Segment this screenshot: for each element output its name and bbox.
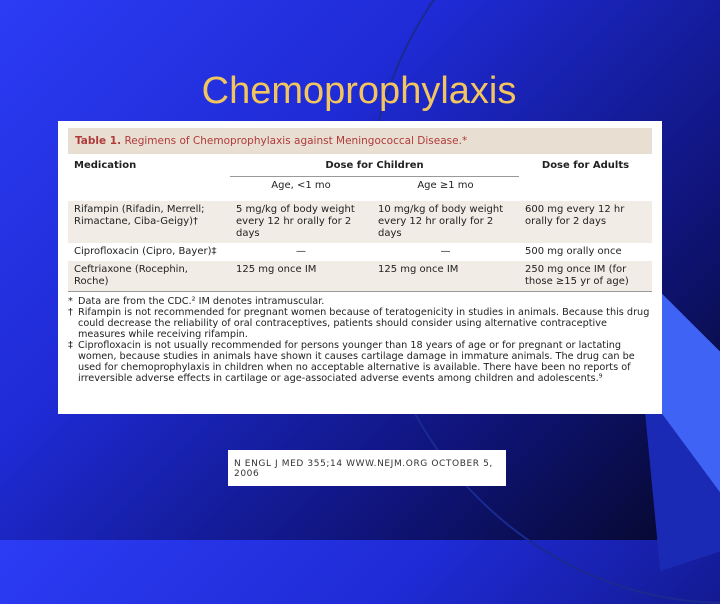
footnote-text: Rifampin is not recommended for pregnant women because of teratogenicity in studies in animals. Because this drug could decrease the reliability of oral contraceptives, patients should consider using alternative contraceptive measures while receiving rifampin.: [78, 307, 650, 340]
header-medication: Medication: [74, 159, 137, 171]
cell-adult: 500 mg orally once: [519, 243, 652, 261]
footnote-text: Ciprofloxacin is not usually recommended for persons younger than 18 years of age or for pregnant or lactating women, because studies in animals have shown it causes cartilage damage in immature animals. The drug can be used for chemoprophylaxis in children when no acceptable alternative is available. There have been no reports of irreversible adverse effects in cartilage or age-associated adverse events among children and adolescents.⁹: [78, 340, 635, 384]
cell-child-lt1: 5 mg/kg of body weight every 12 hr orally for 2 days: [230, 201, 372, 243]
table-caption-label: Table 1.: [75, 135, 122, 147]
cell-adult: 600 mg every 12 hr orally for 2 days: [519, 201, 652, 243]
table-row: [68, 243, 652, 261]
footnote-mark: †: [68, 307, 73, 318]
cell-child-lt1: —: [230, 243, 372, 261]
slide-title-text: Chemoprophylaxis: [201, 70, 517, 112]
cell-child-ge1: 10 mg/kg of body weight every 12 hr orally for 2 days: [372, 201, 519, 243]
footnote: [68, 307, 652, 340]
cell-adult: 250 mg once IM (for those ≥15 yr of age): [519, 261, 652, 292]
footnote-mark: *: [68, 296, 73, 307]
slide-title: [0, 70, 720, 113]
header-age-ge1: Age ≥1 mo: [372, 177, 519, 202]
header-spacer: [519, 177, 652, 202]
journal-citation: N ENGL J MED 355;14 WWW.NEJM.ORG OCTOBER 5, 2006: [228, 450, 506, 486]
table-image: [58, 121, 662, 414]
cell-medication: Ciprofloxacin (Cipro, Bayer)‡: [68, 243, 230, 261]
cell-child-ge1: —: [372, 243, 519, 261]
cell-medication: Ceftriaxone (Rocephin, Roche): [68, 261, 230, 292]
footnote-text: Data are from the CDC.² IM denotes intramuscular.: [78, 296, 325, 307]
table-row: [68, 261, 652, 292]
header-dose-children: Dose for Children: [325, 159, 424, 171]
table-row: [68, 201, 652, 243]
table-caption-text: Regimens of Chemoprophylaxis against Meningococcal Disease.*: [124, 135, 468, 147]
header-age-lt1: Age, <1 mo: [230, 177, 372, 202]
cell-child-lt1: 125 mg once IM: [230, 261, 372, 292]
header-dose-adults: Dose for Adults: [541, 159, 630, 171]
table-footnotes: [68, 296, 652, 384]
cell-medication: Rifampin (Rifadin, Merrell; Rimactane, Ciba-Geigy)†: [68, 201, 230, 243]
header-spacer: [68, 177, 230, 202]
regimen-table: [68, 154, 652, 292]
footnote: [68, 340, 652, 384]
cell-child-ge1: 125 mg once IM: [372, 261, 519, 292]
footnote: [68, 296, 652, 307]
footnote-mark: ‡: [68, 340, 73, 351]
table-caption: [68, 128, 652, 154]
